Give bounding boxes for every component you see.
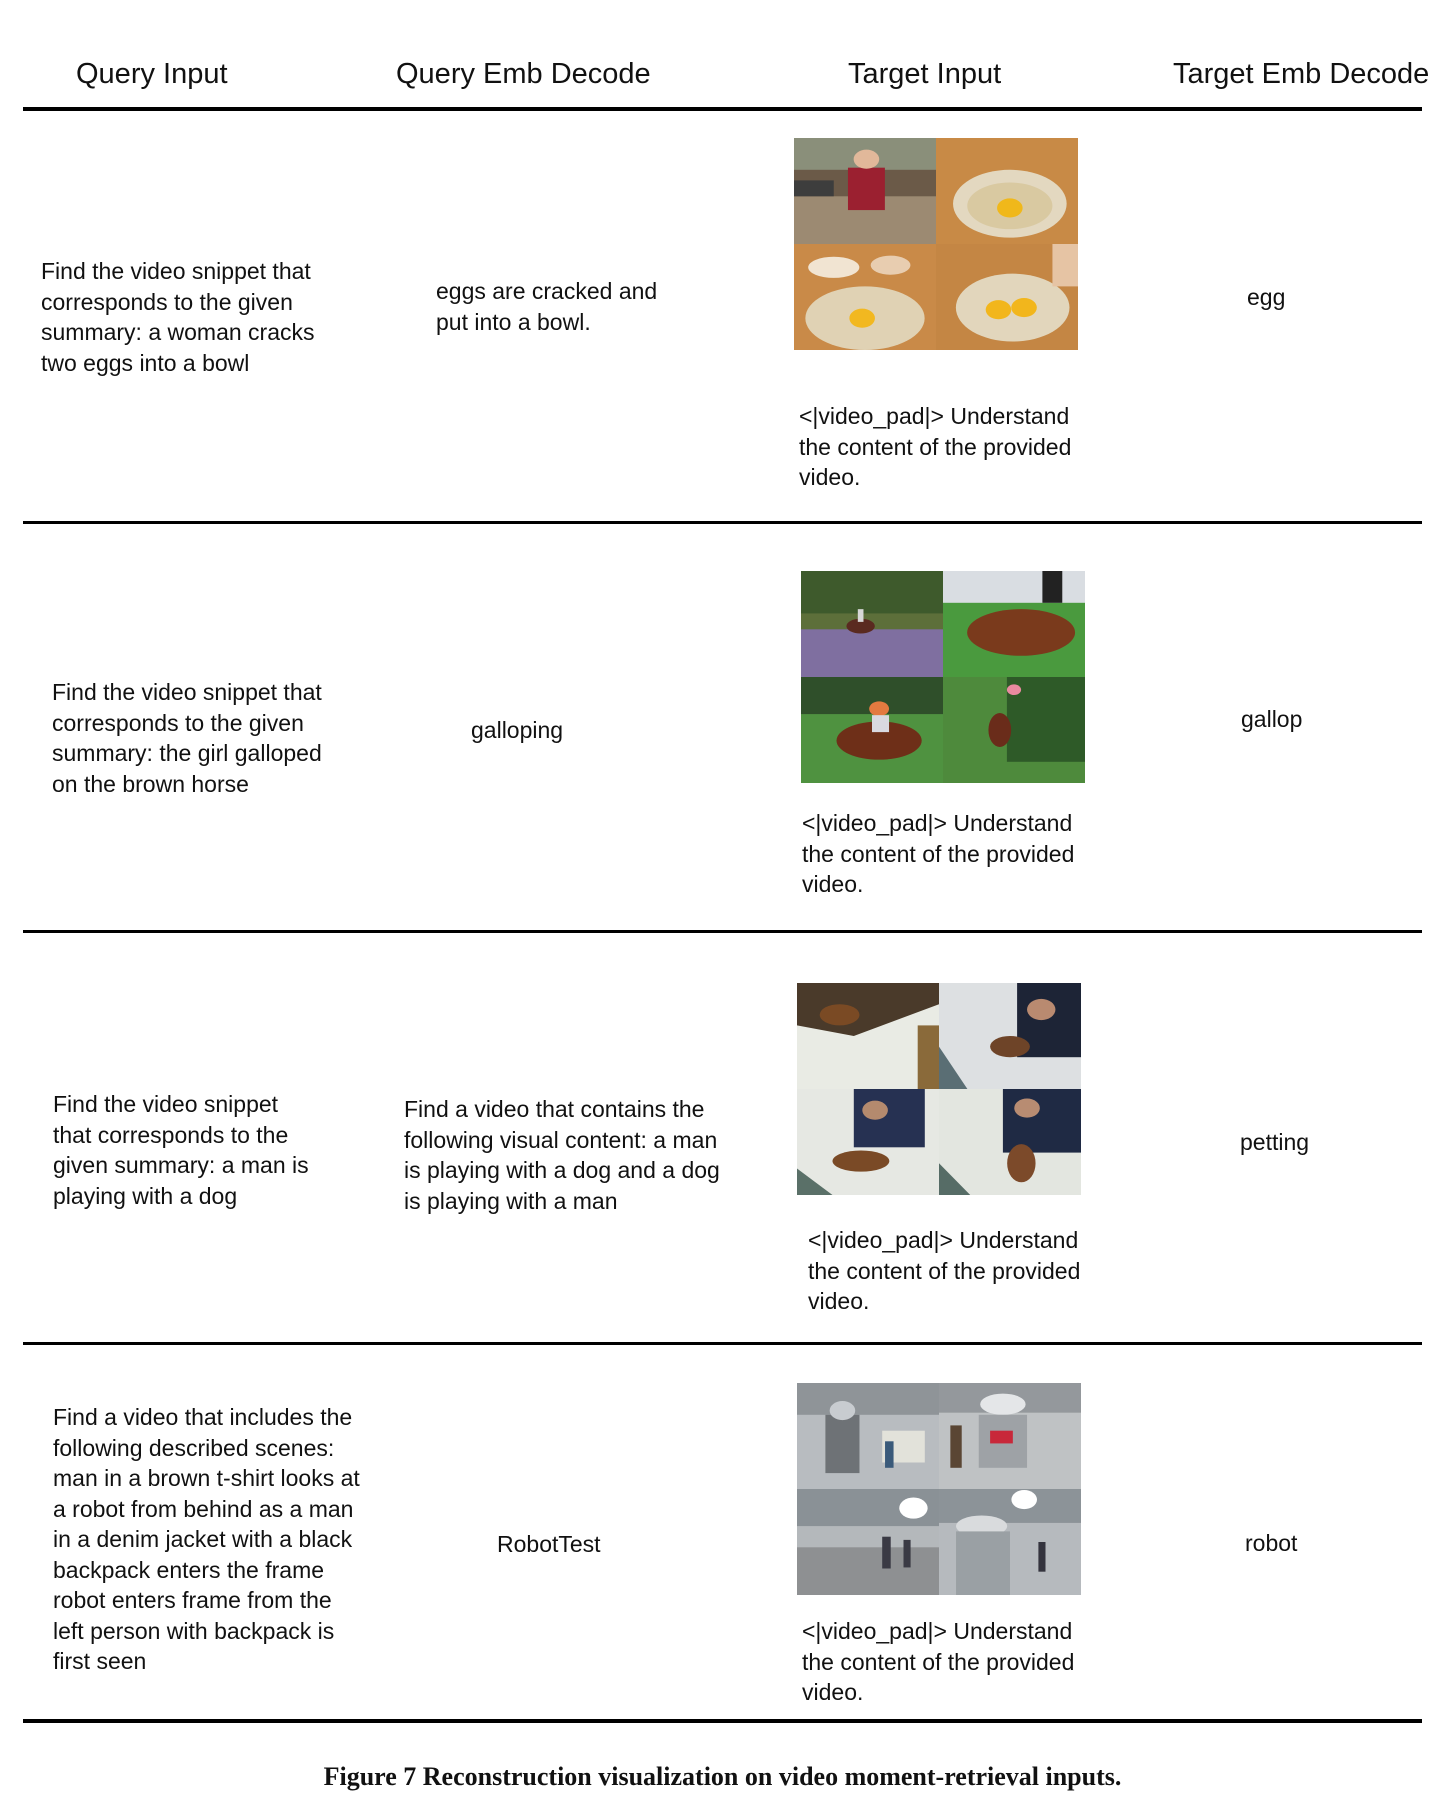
row2-target-emb-decode: gallop bbox=[1241, 706, 1303, 732]
video-frame bbox=[797, 983, 939, 1089]
row2-query-input: Find the video snippet that corresponds to the given summary: the girl galloped on the brown horse bbox=[52, 679, 322, 797]
row3-target-text: <|video_pad|> Understand the content of the provided video. bbox=[808, 1227, 1081, 1314]
row2-target-text: <|video_pad|> Understand the content of the provided video. bbox=[802, 810, 1075, 897]
row4-query-emb-decode: RobotTest bbox=[497, 1531, 601, 1557]
row3-query-emb-decode: Find a video that contains the following visual content: a man is playing with a dog and a dog is playing with a man bbox=[404, 1096, 720, 1214]
row4-target-emb-decode: robot bbox=[1245, 1530, 1298, 1556]
video-frame bbox=[939, 1089, 1081, 1195]
row4-query-input: Find a video that includes the following described scenes: man in a brown t-shirt looks at a robot from behind as a man in a denim jacket with a black backpack enters the frame robot enters frame from the left person with backpack is first seen bbox=[53, 1404, 360, 1674]
row1-video-frames bbox=[794, 138, 1078, 350]
row-divider-1 bbox=[23, 521, 1422, 524]
row3-video-frames bbox=[797, 983, 1081, 1195]
video-frame bbox=[794, 244, 936, 350]
row4-target-text: <|video_pad|> Understand the content of the provided video. bbox=[802, 1618, 1075, 1705]
figure-caption: Figure 7 Reconstruction visualization on video moment-retrieval inputs. bbox=[323, 1762, 1122, 1791]
row-divider-3 bbox=[23, 1342, 1422, 1345]
row-divider-2 bbox=[23, 930, 1422, 933]
bottom-rule bbox=[23, 1719, 1422, 1723]
video-frame bbox=[794, 138, 936, 244]
video-frame bbox=[943, 571, 1085, 677]
video-frame bbox=[797, 1489, 939, 1595]
header-target-input: Target Input bbox=[848, 58, 1002, 90]
row3-query-input: Find the video snippet that corresponds to the given summary: a man is playing with a dog bbox=[53, 1091, 309, 1209]
row2-query-emb-decode: galloping bbox=[471, 717, 564, 743]
header-target-emb-decode: Target Emb Decode bbox=[1173, 58, 1430, 90]
video-frame bbox=[939, 1383, 1081, 1489]
video-frame bbox=[797, 1383, 939, 1489]
header-query-input: Query Input bbox=[76, 58, 228, 90]
video-frame bbox=[936, 244, 1078, 350]
video-frame bbox=[939, 983, 1081, 1089]
row3-target-emb-decode: petting bbox=[1240, 1129, 1310, 1155]
row1-query-emb-decode: eggs are cracked and put into a bowl. bbox=[436, 278, 658, 335]
row1-query-input: Find the video snippet that corresponds to the given summary: a woman cracks two eggs into a bowl bbox=[41, 258, 315, 376]
row1-target-emb-decode: egg bbox=[1247, 284, 1286, 310]
video-frame bbox=[936, 138, 1078, 244]
header-query-emb-decode: Query Emb Decode bbox=[396, 58, 651, 90]
video-frame bbox=[801, 677, 943, 783]
header-rule bbox=[23, 107, 1422, 111]
row1-target-text: <|video_pad|> Understand the content of the provided video. bbox=[799, 403, 1072, 490]
row2-video-frames bbox=[801, 571, 1085, 783]
row4-video-frames bbox=[797, 1383, 1081, 1595]
video-frame bbox=[797, 1089, 939, 1195]
video-frame bbox=[801, 571, 943, 677]
video-frame bbox=[943, 677, 1085, 783]
video-frame bbox=[939, 1489, 1081, 1595]
